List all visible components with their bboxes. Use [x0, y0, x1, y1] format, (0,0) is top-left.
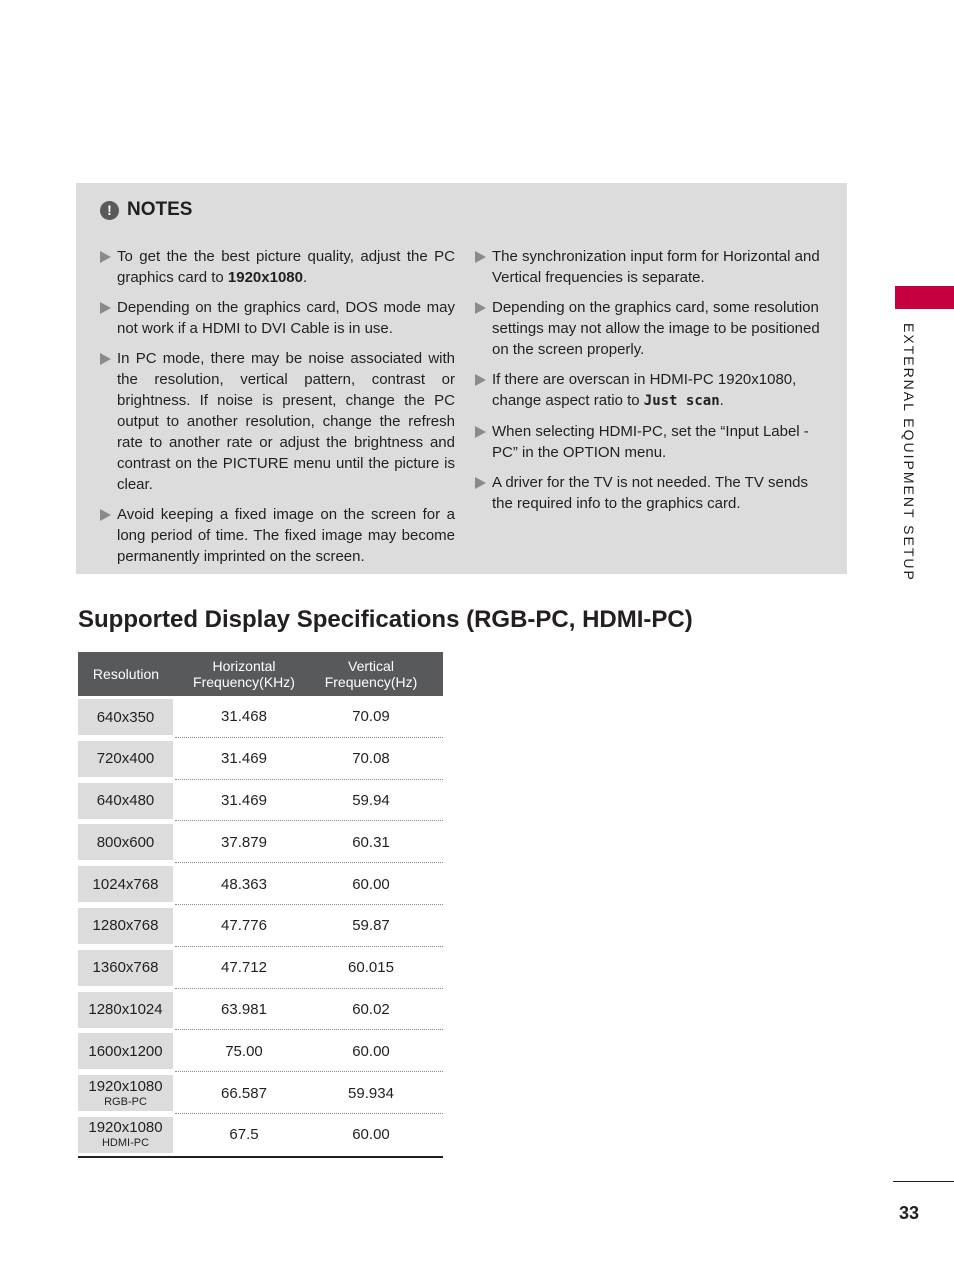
resolution-cell [78, 699, 173, 735]
note-bold-text: Just scan [643, 393, 720, 409]
horizontal-frequency-cell: 63.981 [221, 1000, 267, 1018]
triangle-bullet-icon [100, 251, 111, 263]
table-row [78, 696, 443, 738]
resolution-source-label: RGB-PC [104, 1095, 147, 1108]
resolution-cell [78, 741, 173, 777]
resolution-cell [78, 1075, 173, 1111]
resolution-cell [78, 950, 173, 986]
note-item [100, 246, 455, 288]
resolution-cell [78, 908, 173, 944]
resolution-cell [78, 992, 173, 1028]
triangle-bullet-icon [100, 302, 111, 314]
triangle-bullet-icon [475, 302, 486, 314]
table-header [78, 652, 443, 696]
horizontal-frequency-cell: 66.587 [221, 1084, 267, 1102]
resolution-value: 720x400 [96, 750, 155, 768]
triangle-bullet-icon [475, 426, 486, 438]
vertical-frequency-cell: 59.94 [352, 791, 390, 809]
note-text: Avoid keeping a fixed image on the screen for a long period of time. The fixed image may become permanently imprinted on the screen. [117, 506, 455, 565]
horizontal-frequency-cell: 31.468 [221, 708, 267, 726]
exclamation-icon: ! [100, 201, 119, 220]
resolution-value: 1920x1080 [88, 1119, 163, 1137]
note-item [475, 421, 832, 463]
note-text: In PC mode, there may be noise associated with the resolution, vertical pattern, contrast or brightness. If noise is present, change the PC output to another resolution, change the refresh rate to another rate or adjust the brightness and contrast on the PICTURE menu until the picture is clear. [117, 350, 455, 493]
note-item [100, 504, 455, 567]
note-bold-text: 1920x1080 [227, 269, 303, 286]
resolution-cell [78, 1117, 173, 1153]
triangle-bullet-icon [475, 477, 486, 489]
table-row [78, 905, 443, 947]
vertical-frequency-cell: 59.934 [348, 1084, 394, 1102]
notes-right-column [475, 246, 832, 523]
triangle-bullet-icon [100, 353, 111, 365]
note-item [475, 369, 832, 412]
note-text: Depending on the graphics card, some resolution settings may not allow the image to be positioned on the screen properly. [492, 299, 820, 358]
horizontal-frequency-cell: 47.776 [221, 917, 267, 935]
vertical-frequency-cell: 60.00 [352, 1042, 390, 1060]
header-resolution: Resolution [92, 666, 160, 682]
horizontal-frequency-cell: 48.363 [221, 875, 267, 893]
note-item [475, 246, 832, 288]
note-text-end: . [719, 392, 724, 409]
horizontal-frequency-cell: 37.879 [221, 833, 267, 851]
horizontal-frequency-cell: 47.712 [221, 959, 267, 977]
resolution-cell [78, 1033, 173, 1069]
resolution-source-label: HDMI-PC [101, 1137, 150, 1150]
section-tab-marker [895, 286, 954, 309]
vertical-frequency-cell: 60.015 [348, 959, 394, 977]
note-text: If there are overscan in HDMI-PC 1920x1080, change aspect ratio to [492, 371, 797, 409]
resolution-value: 640x350 [96, 708, 155, 726]
note-item [100, 348, 455, 495]
triangle-bullet-icon [100, 509, 111, 521]
footer-rule [893, 1181, 954, 1182]
vertical-frequency-cell: 59.87 [352, 917, 390, 935]
header-vertical-frequency: Vertical Frequency(Hz) [324, 658, 418, 690]
table-row [78, 1114, 443, 1156]
vertical-frequency-cell: 70.09 [352, 708, 390, 726]
note-text: Depending on the graphics card, DOS mode may not work if a HDMI to DVI Cable is in use. [117, 299, 455, 337]
triangle-bullet-icon [475, 374, 486, 386]
vertical-frequency-cell: 70.08 [352, 750, 390, 768]
notes-title: NOTES [127, 199, 193, 220]
table-row [78, 738, 443, 780]
triangle-bullet-icon [475, 251, 486, 263]
horizontal-frequency-cell: 67.5 [229, 1126, 259, 1144]
table-row [78, 947, 443, 989]
page-number: 33 [898, 1203, 919, 1223]
note-item [100, 297, 455, 339]
note-item [475, 472, 832, 514]
resolution-value: 1024x768 [92, 875, 159, 893]
note-item [475, 297, 832, 360]
table-row [78, 1030, 443, 1072]
header-horizontal-frequency: Horizontal Frequency(KHz) [193, 658, 295, 690]
vertical-frequency-cell: 60.02 [352, 1000, 390, 1018]
resolution-cell [78, 824, 173, 860]
table-row [78, 780, 443, 822]
resolution-value: 1920x1080 [88, 1077, 163, 1095]
table-row [78, 821, 443, 863]
vertical-frequency-cell: 60.31 [352, 833, 390, 851]
table-body [78, 696, 443, 1156]
note-text-end: . [302, 269, 308, 286]
table-row [78, 863, 443, 905]
resolution-value: 1280x768 [92, 917, 159, 935]
note-text: A driver for the TV is not needed. The TV sends the required info to the graphics card. [492, 474, 809, 512]
resolution-cell [78, 783, 173, 819]
resolution-value: 1280x1024 [88, 1001, 163, 1019]
note-text: When selecting HDMI-PC, set the “Input Label - PC” in the OPTION menu. [492, 423, 809, 461]
horizontal-frequency-cell: 31.469 [221, 750, 267, 768]
horizontal-frequency-cell: 31.469 [221, 791, 267, 809]
table-row [78, 1072, 443, 1114]
table-row [78, 989, 443, 1031]
resolution-value: 1360x768 [92, 959, 159, 977]
vertical-frequency-cell: 60.00 [352, 875, 390, 893]
note-text: The synchronization input form for Horizontal and Vertical frequencies is separate. [492, 248, 820, 286]
table-bottom-rule [78, 1156, 443, 1158]
notes-heading [100, 199, 192, 221]
display-spec-table [78, 652, 443, 1158]
resolution-cell [78, 866, 173, 902]
note-text: To get the the best picture quality, adjust the PC graphics card to [117, 248, 455, 286]
notes-left-column [100, 246, 455, 576]
section-side-label: EXTERNAL EQUIPMENT SETUP [901, 323, 917, 582]
horizontal-frequency-cell: 75.00 [225, 1042, 263, 1060]
resolution-value: 1600x1200 [88, 1042, 163, 1060]
section-title: Supported Display Specifications (RGB-PC, HDMI-PC) [78, 606, 693, 633]
vertical-frequency-cell: 60.00 [352, 1126, 390, 1144]
resolution-value: 800x600 [96, 833, 155, 851]
resolution-value: 640x480 [96, 792, 155, 810]
